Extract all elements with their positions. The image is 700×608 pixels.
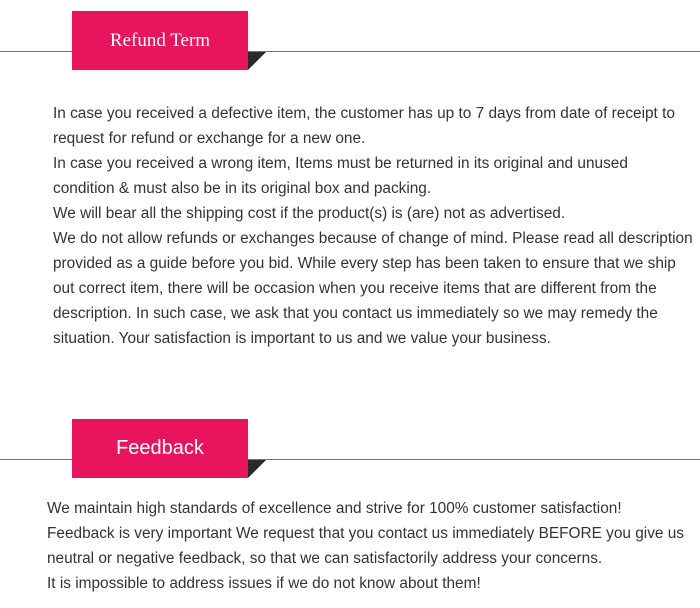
feedback-paragraph: Feedback is very important We request that you contact us immediately BEFORE you give us neutral or negative feedback, so that we can satisfactorily address your concerns. [47, 525, 684, 567]
feedback-heading [72, 419, 248, 478]
refund-paragraph: In case you received a defective item, the customer has up to 7 days from date of receipt to request for refund or exchange for a new one. [53, 105, 675, 147]
feedback-body [47, 496, 697, 596]
feedback-paragraph: It is impossible to address issues if we do not know about them! [47, 575, 481, 592]
feedback-paragraph: We maintain high standards of excellence and strive for 100% customer satisfaction! [47, 500, 622, 517]
feedback-tab-fold [248, 460, 266, 478]
feedback-title: Feedback [116, 437, 204, 459]
refund-term-heading [72, 11, 248, 70]
refund-tab-fold [248, 52, 266, 70]
refund-term-title: Refund Term [109, 29, 211, 51]
refund-paragraph: We will bear all the shipping cost if the product(s) is (are) not as advertised. [53, 205, 566, 222]
refund-paragraph: In case you received a wrong item, Items must be returned in its original and unused condition & must also be in its original box and packing. [53, 155, 628, 197]
refund-paragraph: We do not allow refunds or exchanges because of change of mind. Please read all description provided as a guide before you bid. While every step has been taken to ensure that we ship out correct item, there will be occasion when you receive items that are different from the description. In such case, we ask that you contact us immediately so we may remedy the situation. Your satisfaction is important to us and we value your business. [53, 230, 693, 347]
refund-term-body [53, 101, 693, 351]
